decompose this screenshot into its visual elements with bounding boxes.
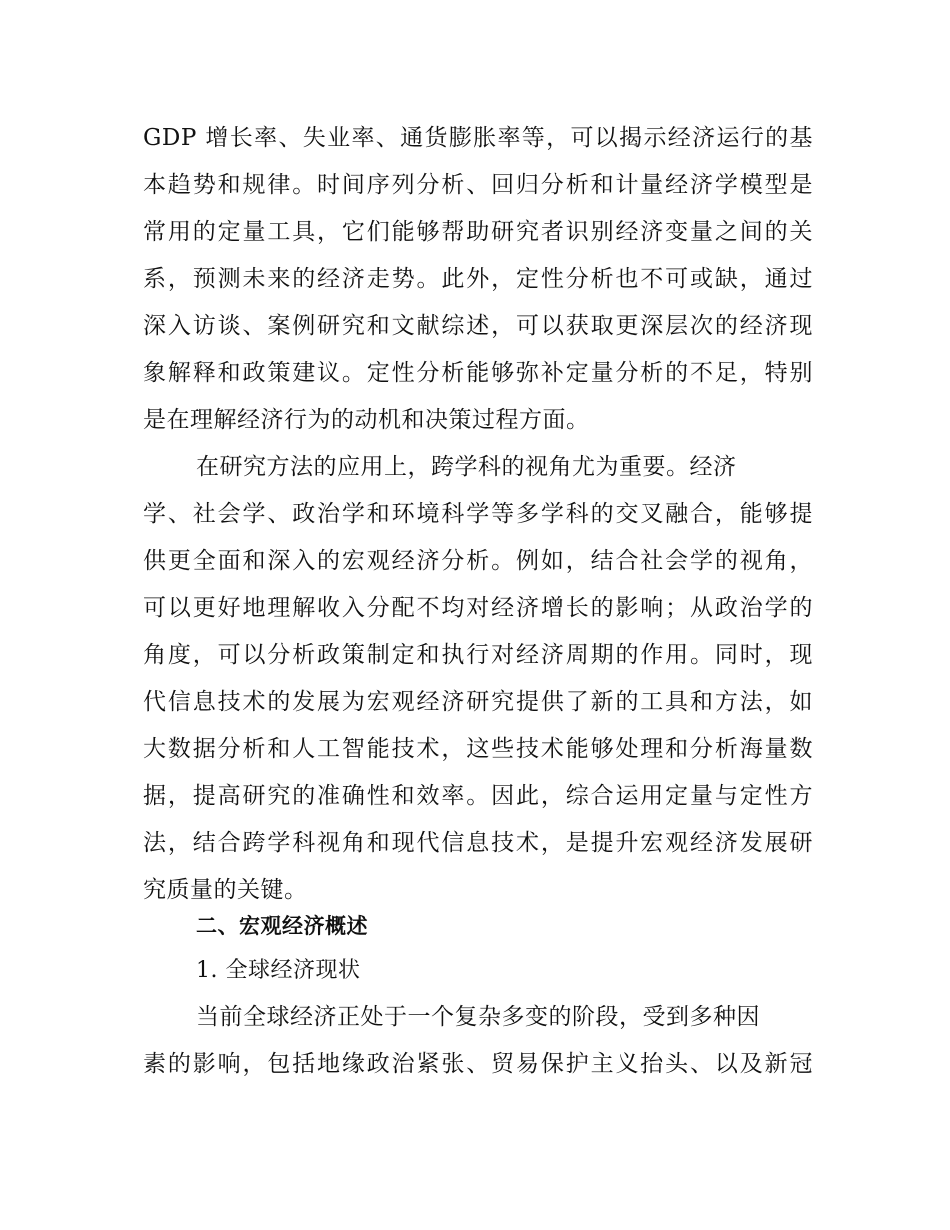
paragraph-2-line-3: 供更全面和深入的宏观经济分析。例如，结合社会学的视角， [143, 548, 813, 574]
paragraph-2-line-4: 可以更好地理解收入分配不均对经济增长的影响；从政治学的 [143, 595, 813, 621]
paragraph-2-line-9: 法，结合跨学科视角和现代信息技术，是提升宏观经济发展研 [143, 830, 813, 856]
paragraph-1-line-7: 是在理解经济行为的动机和决策过程方面。 [143, 407, 590, 433]
paragraph-1-line-1: GDP 增长率、失业率、通货膨胀率等，可以揭示经济运行的基 [143, 125, 813, 151]
paragraph-2-line-8: 据，提高研究的准确性和效率。因此，综合运用定量与定性方 [143, 783, 813, 809]
subsection-heading: 1. 全球经济现状 [196, 958, 361, 983]
paragraph-2-line-2: 学、社会学、政治学和环境科学等多学科的交叉融合，能够提 [143, 501, 813, 527]
paragraph-2-line-1: 在研究方法的应用上，跨学科的视角尤为重要。经济 [196, 454, 737, 480]
paragraph-3-line-1: 当前全球经济正处于一个复杂多变的阶段，受到多种因 [196, 1004, 760, 1030]
paragraph-1-line-4: 系，预测未来的经济走势。此外，定性分析也不可或缺，通过 [143, 266, 813, 292]
paragraph-3-line-2: 素的影响，包括地缘政治紧张、贸易保护主义抬头、以及新冠 [143, 1051, 813, 1077]
paragraph-2-line-7: 大数据分析和人工智能技术，这些技术能够处理和分析海量数 [143, 736, 813, 762]
paragraph-1-line-6: 象解释和政策建议。定性分析能够弥补定量分析的不足，特别 [143, 360, 813, 386]
paragraph-2-line-5: 角度，可以分析政策制定和执行对经济周期的作用。同时，现 [143, 642, 813, 668]
paragraph-1-line-5: 深入访谈、案例研究和文献综述，可以获取更深层次的经济现 [143, 313, 813, 339]
paragraph-1-line-2: 本趋势和规律。时间序列分析、回归分析和计量经济学模型是 [143, 172, 813, 198]
paragraph-2-line-10: 究质量的关键。 [143, 877, 308, 903]
paragraph-1-line-3: 常用的定量工具，它们能够帮助研究者识别经济变量之间的关 [143, 219, 813, 245]
paragraph-2-line-6: 代信息技术的发展为宏观经济研究提供了新的工具和方法，如 [143, 689, 813, 715]
section-heading: 二、宏观经济概述 [196, 914, 368, 938]
